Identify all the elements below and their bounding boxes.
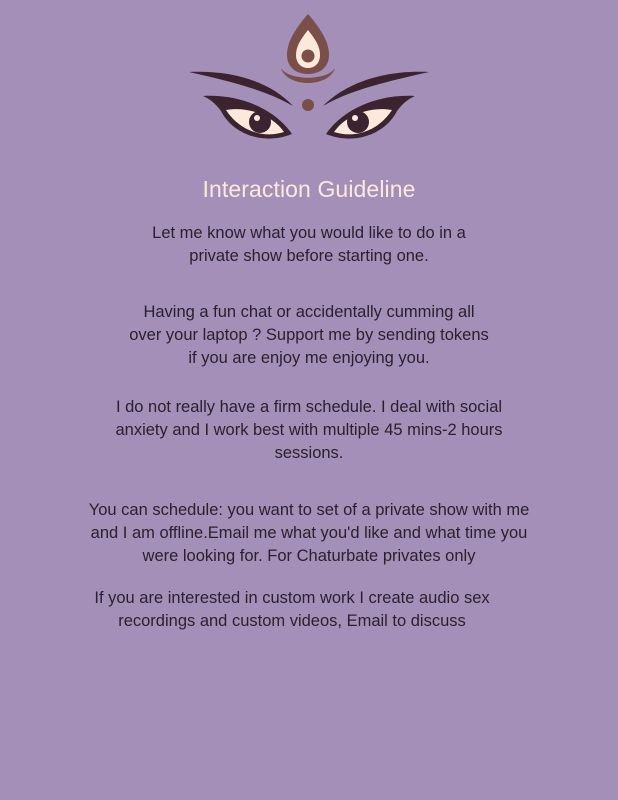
- guideline-paragraph-offline-booking: You can schedule: you want to set of a private show with me and I am offline.Email me what you'd like and what time you were looking for. For Chaturbate privates only: [88, 501, 530, 565]
- left-iris-highlight: [254, 115, 260, 121]
- page-title: Interaction Guideline: [202, 176, 416, 202]
- guideline-paragraph-custom-work: If you are interested in custom work I create audio sex recordings and custom videos, Email to discuss: [94, 589, 490, 630]
- right-iris-highlight: [352, 115, 358, 121]
- flame-dot: [302, 50, 315, 63]
- center-dot: [302, 99, 314, 111]
- left-iris: [249, 111, 271, 133]
- guideline-paragraph-tokens: Having a fun chat or accidentally cumming all over your laptop ? Support me by sending tokens if you are enjoy me enjoying you.: [129, 303, 489, 367]
- guideline-paragraph-schedule: I do not really have a firm schedule. I deal with social anxiety and I work best with multiple 45 mins-2 hours sessions.: [115, 398, 503, 462]
- guideline-paragraph-private-show: Let me know what you would like to do in a private show before starting one.: [152, 224, 466, 265]
- goddess-eyes-icon: [184, 10, 434, 145]
- right-iris: [347, 111, 369, 133]
